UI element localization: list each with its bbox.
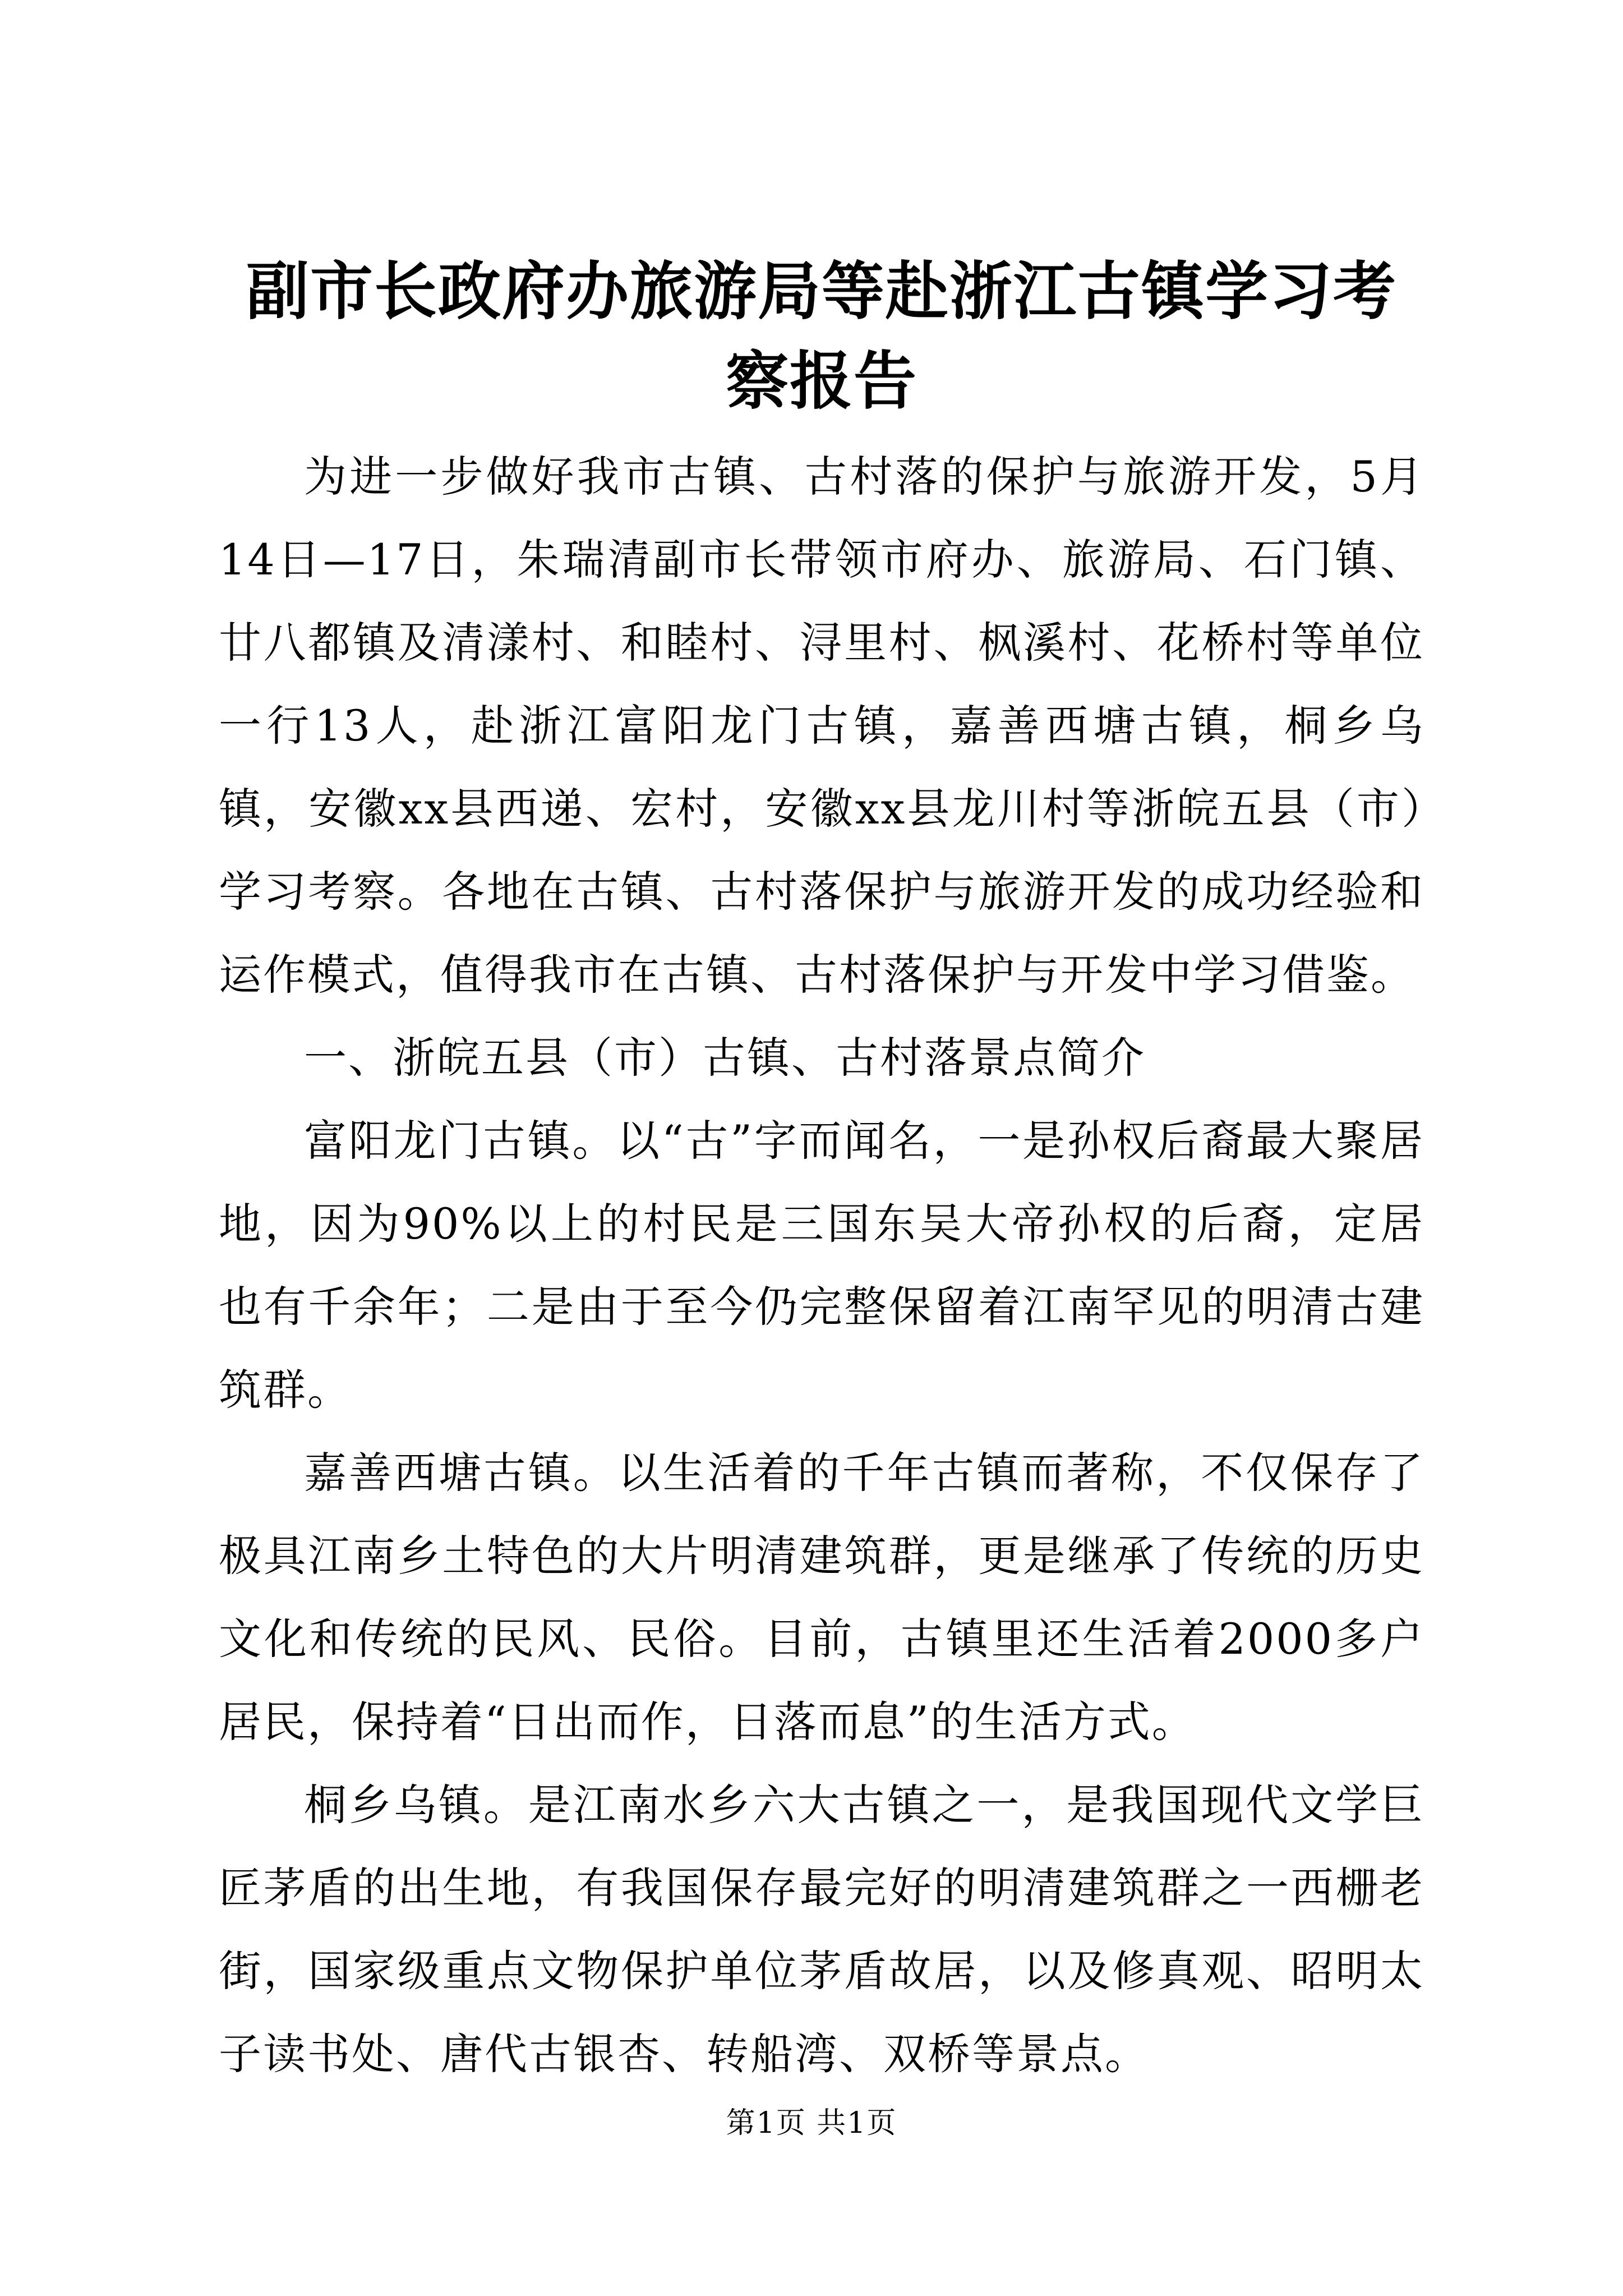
paragraph-xitang: 嘉善西塘古镇。以生活着的千年古镇而著称，不仅保存了极具江南乡土特色的大片明清建筑群，更是继承了传统的历史文化和传统的民风、民俗。目前，古镇里还生活着2000多户居民，保持着“日出而作，日落而息”的生活方式。 <box>219 1448 1424 1747</box>
page-footer: 第1页 共1页 <box>726 2106 897 2140</box>
document-content <box>219 247 1424 2096</box>
paragraph-longmen: 富阳龙门古镇。以“古”字而闻名，一是孙权后裔最大聚居地，因为90%以上的村民是三国东吴大帝孙权的后裔，定居也有千余年；二是由于至今仍完整保留着江南罕见的明清古建筑群。 <box>219 1116 1424 1415</box>
paragraph-intro: 为进一步做好我市古镇、古村落的保护与旅游开发，5月14日—17日，朱瑞清副市长带领市府办、旅游局、石门镇、廿八都镇及清漾村、和睦村、浔里村、枫溪村、花桥村等单位一行13人，赴浙江富阳龙门古镇，嘉善西塘古镇，桐乡乌镇，安徽xx县西递、宏村，安徽xx县龙川村等浙皖五县（市）学习考察。各地在古镇、古村落保护与旅游开发的成功经验和运作模式，值得我市在古镇、古村落保护与开发中学习借鉴。 <box>219 452 1424 1000</box>
document-body <box>219 435 1424 2096</box>
section-heading: 一、浙皖五县（市）古镇、古村落景点简介 <box>304 1033 1146 1083</box>
paragraph-wuzhen: 桐乡乌镇。是江南水乡六大古镇之一，是我国现代文学巨匠茅盾的出生地，有我国保存最完好的明清建筑群之一西栅老街，国家级重点文物保护单位茅盾故居，以及修真观、昭明太子读书处、唐代古银杏、转船湾、双桥等景点。 <box>219 1780 1424 2079</box>
document-title: 副市长政府办旅游局等赴浙江古镇学习考察报告 <box>246 255 1397 418</box>
